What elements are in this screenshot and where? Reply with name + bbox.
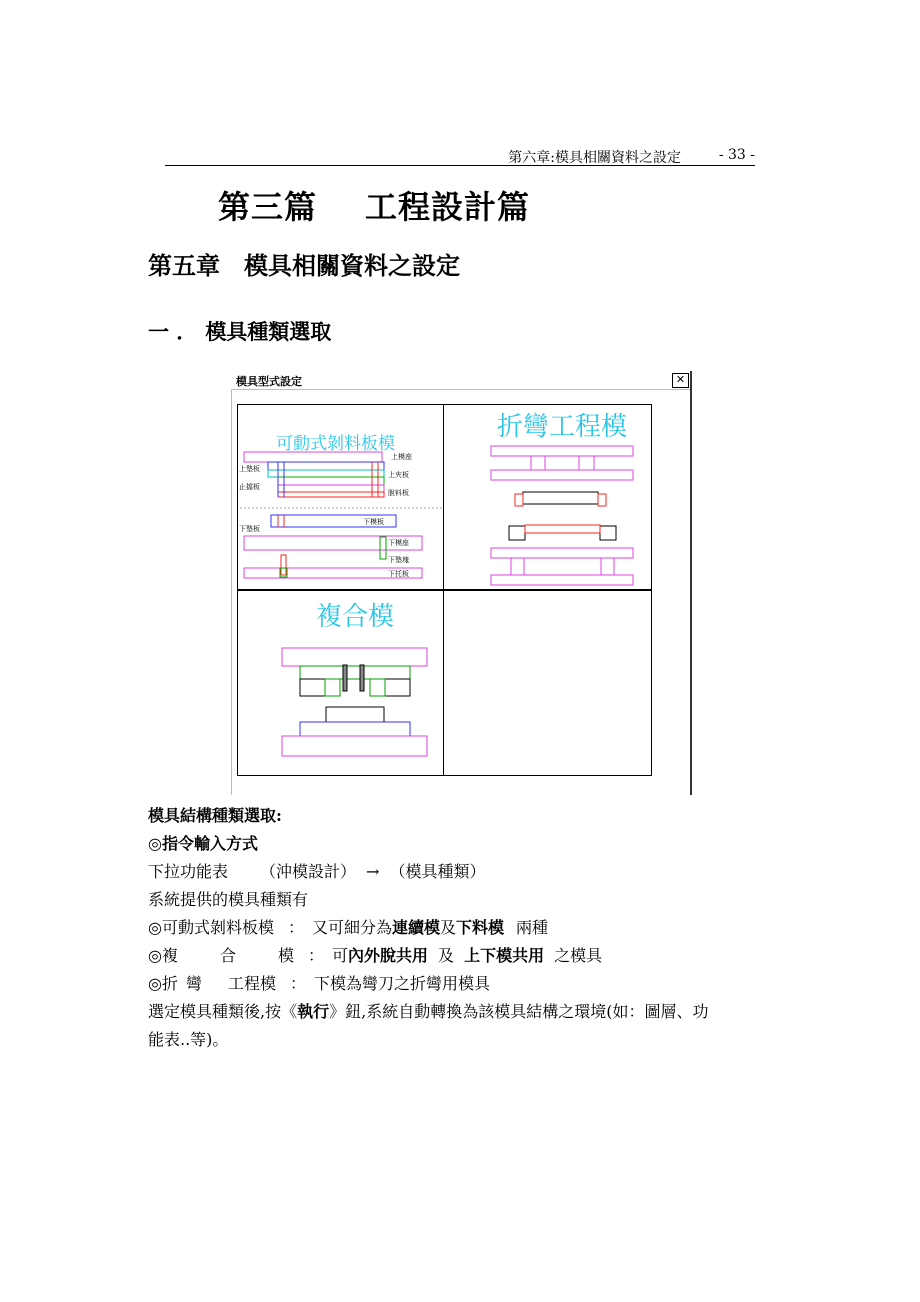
page-number: - 33 -: [718, 147, 755, 163]
part-name: 工程設計篇: [365, 188, 531, 226]
menu-path-line: [148, 862, 485, 882]
label-upper-clamp-plate: 上夾板: [388, 471, 409, 479]
line1-prefix: ◎可動式剝料板模: [148, 918, 274, 937]
compound-die-title: 複合模: [316, 602, 395, 632]
execute-instruction-line-2: 能表..等)。: [148, 1030, 229, 1049]
line1-e: 兩種: [516, 918, 549, 937]
line2-a: 可: [332, 946, 349, 965]
line1-b: 連續模: [392, 918, 441, 937]
label-lower-support-plate: 下托板: [388, 570, 409, 578]
line1-d: 下料模: [456, 918, 505, 937]
section-number: 一 ．: [148, 319, 198, 344]
dialog-title-bar: [231, 371, 692, 390]
die-type-dialog: [231, 371, 692, 795]
label-stripper-plate: 脫料板: [388, 489, 409, 497]
dialog-title: 模具型式設定: [236, 375, 302, 388]
dialog-left-border: [231, 389, 232, 795]
option-compound-die[interactable]: [237, 590, 444, 776]
die-type-line-1: [148, 918, 548, 938]
line4-c: 》鈕,系統自動轉換為該模具結構之環境(如：圖層、功: [329, 1002, 709, 1021]
stripper-plate-die-title: 可動式剝料板模: [276, 434, 395, 454]
option-stripper-plate-die[interactable]: [237, 404, 444, 590]
line2-p2: 合: [219, 946, 236, 965]
line1-a: 又可細分為: [311, 918, 392, 937]
line2-d: 上下模共用: [464, 946, 545, 965]
menu-path-b: （沖模設計）: [260, 862, 357, 881]
chapter-number: 第五章: [148, 251, 220, 280]
option-bending-die[interactable]: [443, 404, 652, 590]
section-name: 模具種類選取: [205, 319, 332, 344]
line2-c: 及: [438, 946, 455, 965]
line3-p3: 工程模: [227, 974, 276, 993]
label-upper-die-seat: 上模座: [391, 453, 412, 461]
line3-a: 下模為彎刀之折彎用模具: [314, 974, 491, 993]
line4-b: 執行: [297, 1002, 330, 1021]
label-stop-plate: 止擋板: [239, 483, 260, 491]
close-icon[interactable]: ✕: [672, 373, 689, 388]
execute-instruction-line: [148, 1002, 708, 1022]
menu-path-a: 下拉功能表: [148, 862, 229, 881]
menu-path-c: （模具種類）: [389, 862, 486, 881]
line1-colon: ：: [287, 918, 304, 937]
bending-die-title: 折彎工程模: [497, 412, 628, 442]
menu-path-arrow: →: [366, 862, 380, 881]
command-input-heading: ◎指令輸入方式: [148, 834, 258, 853]
label-lower-die-plate: 下模板: [363, 518, 384, 526]
label-lower-backing-plate: 下墊板: [239, 525, 260, 533]
die-type-line-3: [148, 974, 490, 994]
line2-p3: 模: [277, 946, 294, 965]
line3-p1: ◎折: [148, 974, 178, 993]
chapter-name: 模具相關資料之設定: [244, 251, 460, 280]
line2-p1: ◎複: [148, 946, 178, 965]
chapter-title: [148, 246, 460, 281]
part-title: [218, 182, 530, 228]
die-type-line-2: [148, 946, 602, 966]
intro-line: 系統提供的模具種類有: [148, 890, 309, 909]
part-number: 第三篇: [218, 188, 318, 226]
empty-option-panel: [443, 590, 652, 776]
label-lower-die-seat: 下模座: [388, 539, 409, 547]
line3-colon: ：: [290, 974, 307, 993]
label-lower-spacer-block: 下墊塊: [388, 556, 409, 564]
body-heading: 模具結構種類選取:: [148, 806, 282, 825]
line3-p2: 彎: [185, 974, 202, 993]
line2-colon: ：: [308, 946, 325, 965]
page-header: [165, 145, 755, 166]
line2-b: 內外脫共用: [348, 946, 429, 965]
line4-a: 選定模具種類後,按《: [148, 1002, 298, 1021]
line2-e: 之模具: [554, 946, 603, 965]
section-title: [148, 316, 331, 346]
line1-c: 及: [440, 918, 457, 937]
label-upper-backing-plate: 上墊板: [239, 465, 260, 473]
header-chapter: 第六章:模具相關資料之設定: [508, 150, 681, 166]
dialog-right-border: [690, 371, 692, 795]
